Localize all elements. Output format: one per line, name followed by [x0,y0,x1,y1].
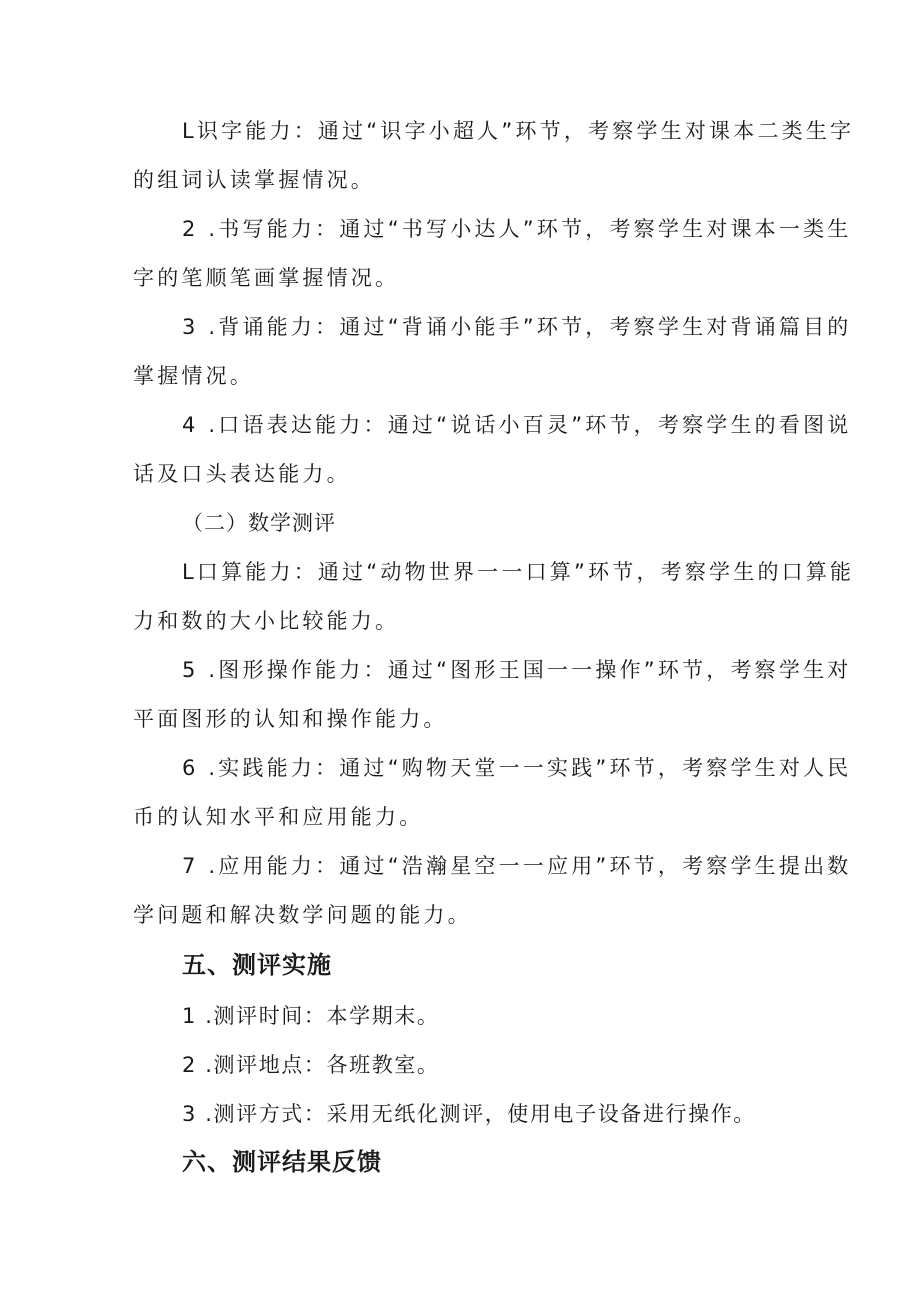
section-6-heading: 六、测评结果反馈 [182,1148,382,1176]
math-section-title: （二）数学测评 [182,511,336,535]
chinese-item-3-line-1: 3 .背诵能力：通过“背诵小能手”环节，考察学生对背诵篇目的 [182,315,852,339]
math-item-1-line-2: 力和数的大小比较能力。 [133,609,400,633]
math-item-1-line-1: L口算能力：通过“动物世界一一口算”环节，考察学生的口算能 [182,560,855,584]
chinese-item-4-line-2: 话及口头表达能力。 [133,462,351,486]
section-5-item-3: 3 .测评方式：采用无纸化测评，使用电子设备进行操作。 [182,1102,756,1126]
chinese-item-4-line-1: 4 .口语表达能力：通过“说话小百灵”环节，考察学生的看图说 [182,413,852,437]
chinese-item-1-line-1: L识字能力：通过“识字小超人”环节，考察学生对课本二类生字 [182,119,855,143]
chinese-item-3-line-2: 掌握情况。 [133,364,254,388]
chinese-item-2-line-2: 字的笔顺笔画掌握情况。 [133,266,400,290]
math-item-7-line-1: 7 .应用能力：通过“浩瀚星空一一应用”环节，考察学生提出数 [182,854,852,878]
section-5-item-1: 1 .测评时间：本学期末。 [182,1004,440,1028]
math-item-7-line-2: 学问题和解决数学问题的能力。 [133,903,472,927]
math-item-6-line-2: 币的认知水平和应用能力。 [133,805,424,829]
section-5-heading: 五、测评实施 [182,951,332,979]
chinese-item-1-line-2: 的组词认读掌握情况。 [133,168,375,192]
math-item-5-line-2: 平面图形的认知和操作能力。 [133,707,448,731]
math-item-5-line-1: 5 .图形操作能力：通过“图形王国一一操作”环节，考察学生对 [182,658,852,682]
chinese-item-2-line-1: 2 .书写能力：通过“书写小达人”环节，考察学生对课本一类生 [182,217,852,241]
math-item-6-line-1: 6 .实践能力：通过“购物天堂一一实践”环节，考察学生对人民 [182,756,852,780]
section-5-item-2: 2 .测评地点：各班教室。 [182,1053,440,1077]
